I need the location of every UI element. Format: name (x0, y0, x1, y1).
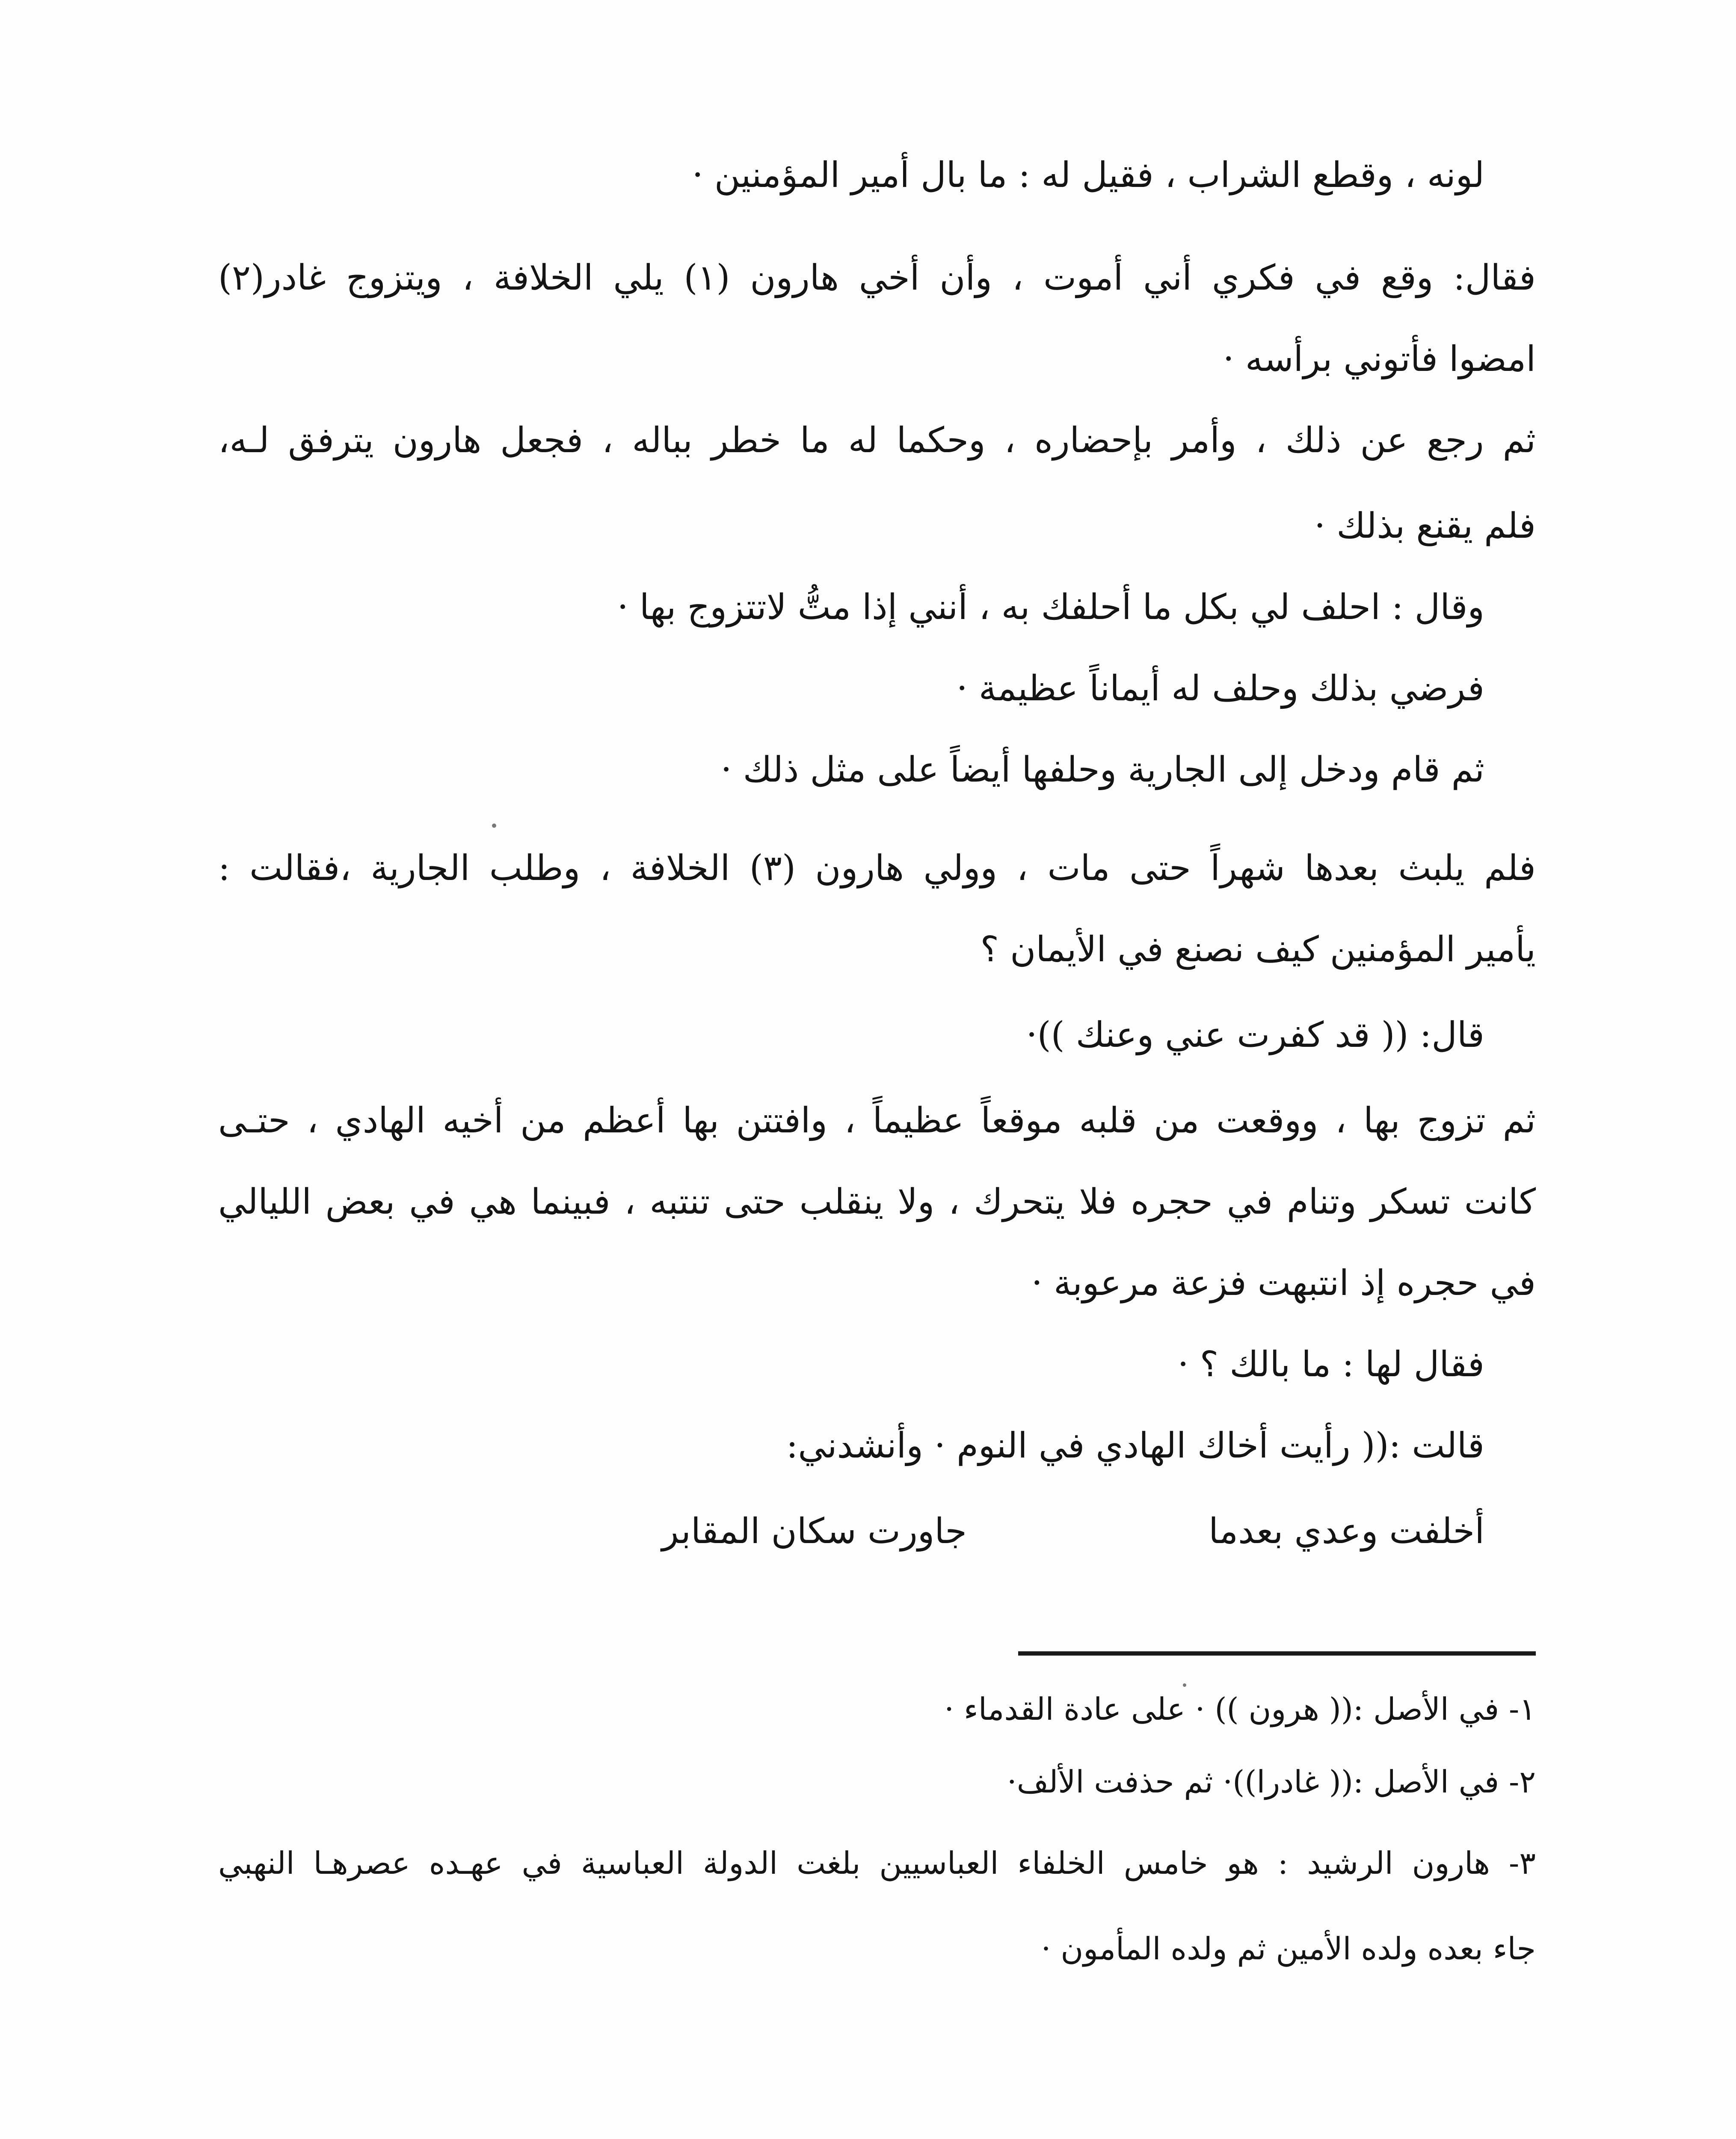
body-line-2: فقال: وقع في فكري أني أموت ، وأن أخي هارون (١) يلي الخلافة ، ويتزوج غادر(٢) (218, 258, 1536, 298)
verse-second-hemistich: جاورت سكان المقابر (661, 1511, 967, 1552)
body-line-9: فلم يلبث بعدها شهراً حتى مات ، وولي هارون (٣) الخلافة ، وطلب الجارية ،فقالت : (218, 848, 1536, 889)
body-line-4: ثم رجع عن ذلك ، وأمر بإحضاره ، وحكما له ما خطر بباله ، فجعل هارون يترفق لـه، (218, 420, 1536, 461)
body-line-6: وقال : احلف لي بكل ما أحلفك به ، أنني إذا متُّ لاتتزوج بها · (617, 587, 1484, 628)
footnote-separator (1018, 1651, 1536, 1656)
footnote-4: جاء بعده ولده الأمين ثم ولده المأمون · (1041, 1931, 1536, 1967)
footnote-3: ٣- هارون الرشيد : هو خامس الخلفاء العباسيين بلغت الدولة العباسية في عهـده عصرهـا النهبي (218, 1845, 1536, 1881)
body-line-14: في حجره إذ انتبهت فزعة مرعوبة · (1031, 1263, 1536, 1304)
body-line-8: ثم قام ودخل إلى الجارية وحلفها أيضاً على مثل ذلك · (720, 750, 1484, 790)
footnote-1: ١- في الأصل :(( هرون )) · على عادة القدماء · (944, 1691, 1536, 1727)
body-line-13: كانت تسكر وتنام في حجره فلا يتحرك ، ولا ينقلب حتى تنتبه ، فبينما هي في بعض الليالي (218, 1182, 1536, 1222)
body-line-3: امضوا فأتوني برأسه · (1223, 339, 1536, 379)
verse-first-hemistich: أخلفت وعدي بعدما (1209, 1511, 1484, 1552)
body-line-11: قال: (( قد كفرت عني وعنك ))· (1026, 1015, 1484, 1055)
body-line-10: يأمير المؤمنين كيف نصنع في الأيمان ؟ (980, 929, 1536, 970)
body-line-15: فقال لها : ما بالك ؟ · (1177, 1344, 1484, 1385)
scan-speck (492, 824, 496, 828)
body-line-16: قالت :(( رأيت أخاك الهادي في النوم · وأنشدني: (786, 1425, 1484, 1466)
body-line-5: فلم يقنع بذلك · (1314, 506, 1536, 546)
body-line-12: ثم تزوج بها ، ووقعت من قلبه موقعاً عظيماً ، وافتتن بها أعظم من أخيه الهادي ، حتـى (218, 1100, 1536, 1141)
footnote-2: ٢- في الأصل :(( غادرا))· ثم حذفت الألف· (1007, 1764, 1536, 1800)
scan-speck (1183, 1683, 1186, 1687)
body-line-7: فرضي بذلك وحلف له أيماناً عظيمة · (956, 668, 1484, 709)
body-line-1: لونه ، وقطع الشراب ، فقيل له : ما بال أمير المؤمنين · (692, 155, 1484, 196)
